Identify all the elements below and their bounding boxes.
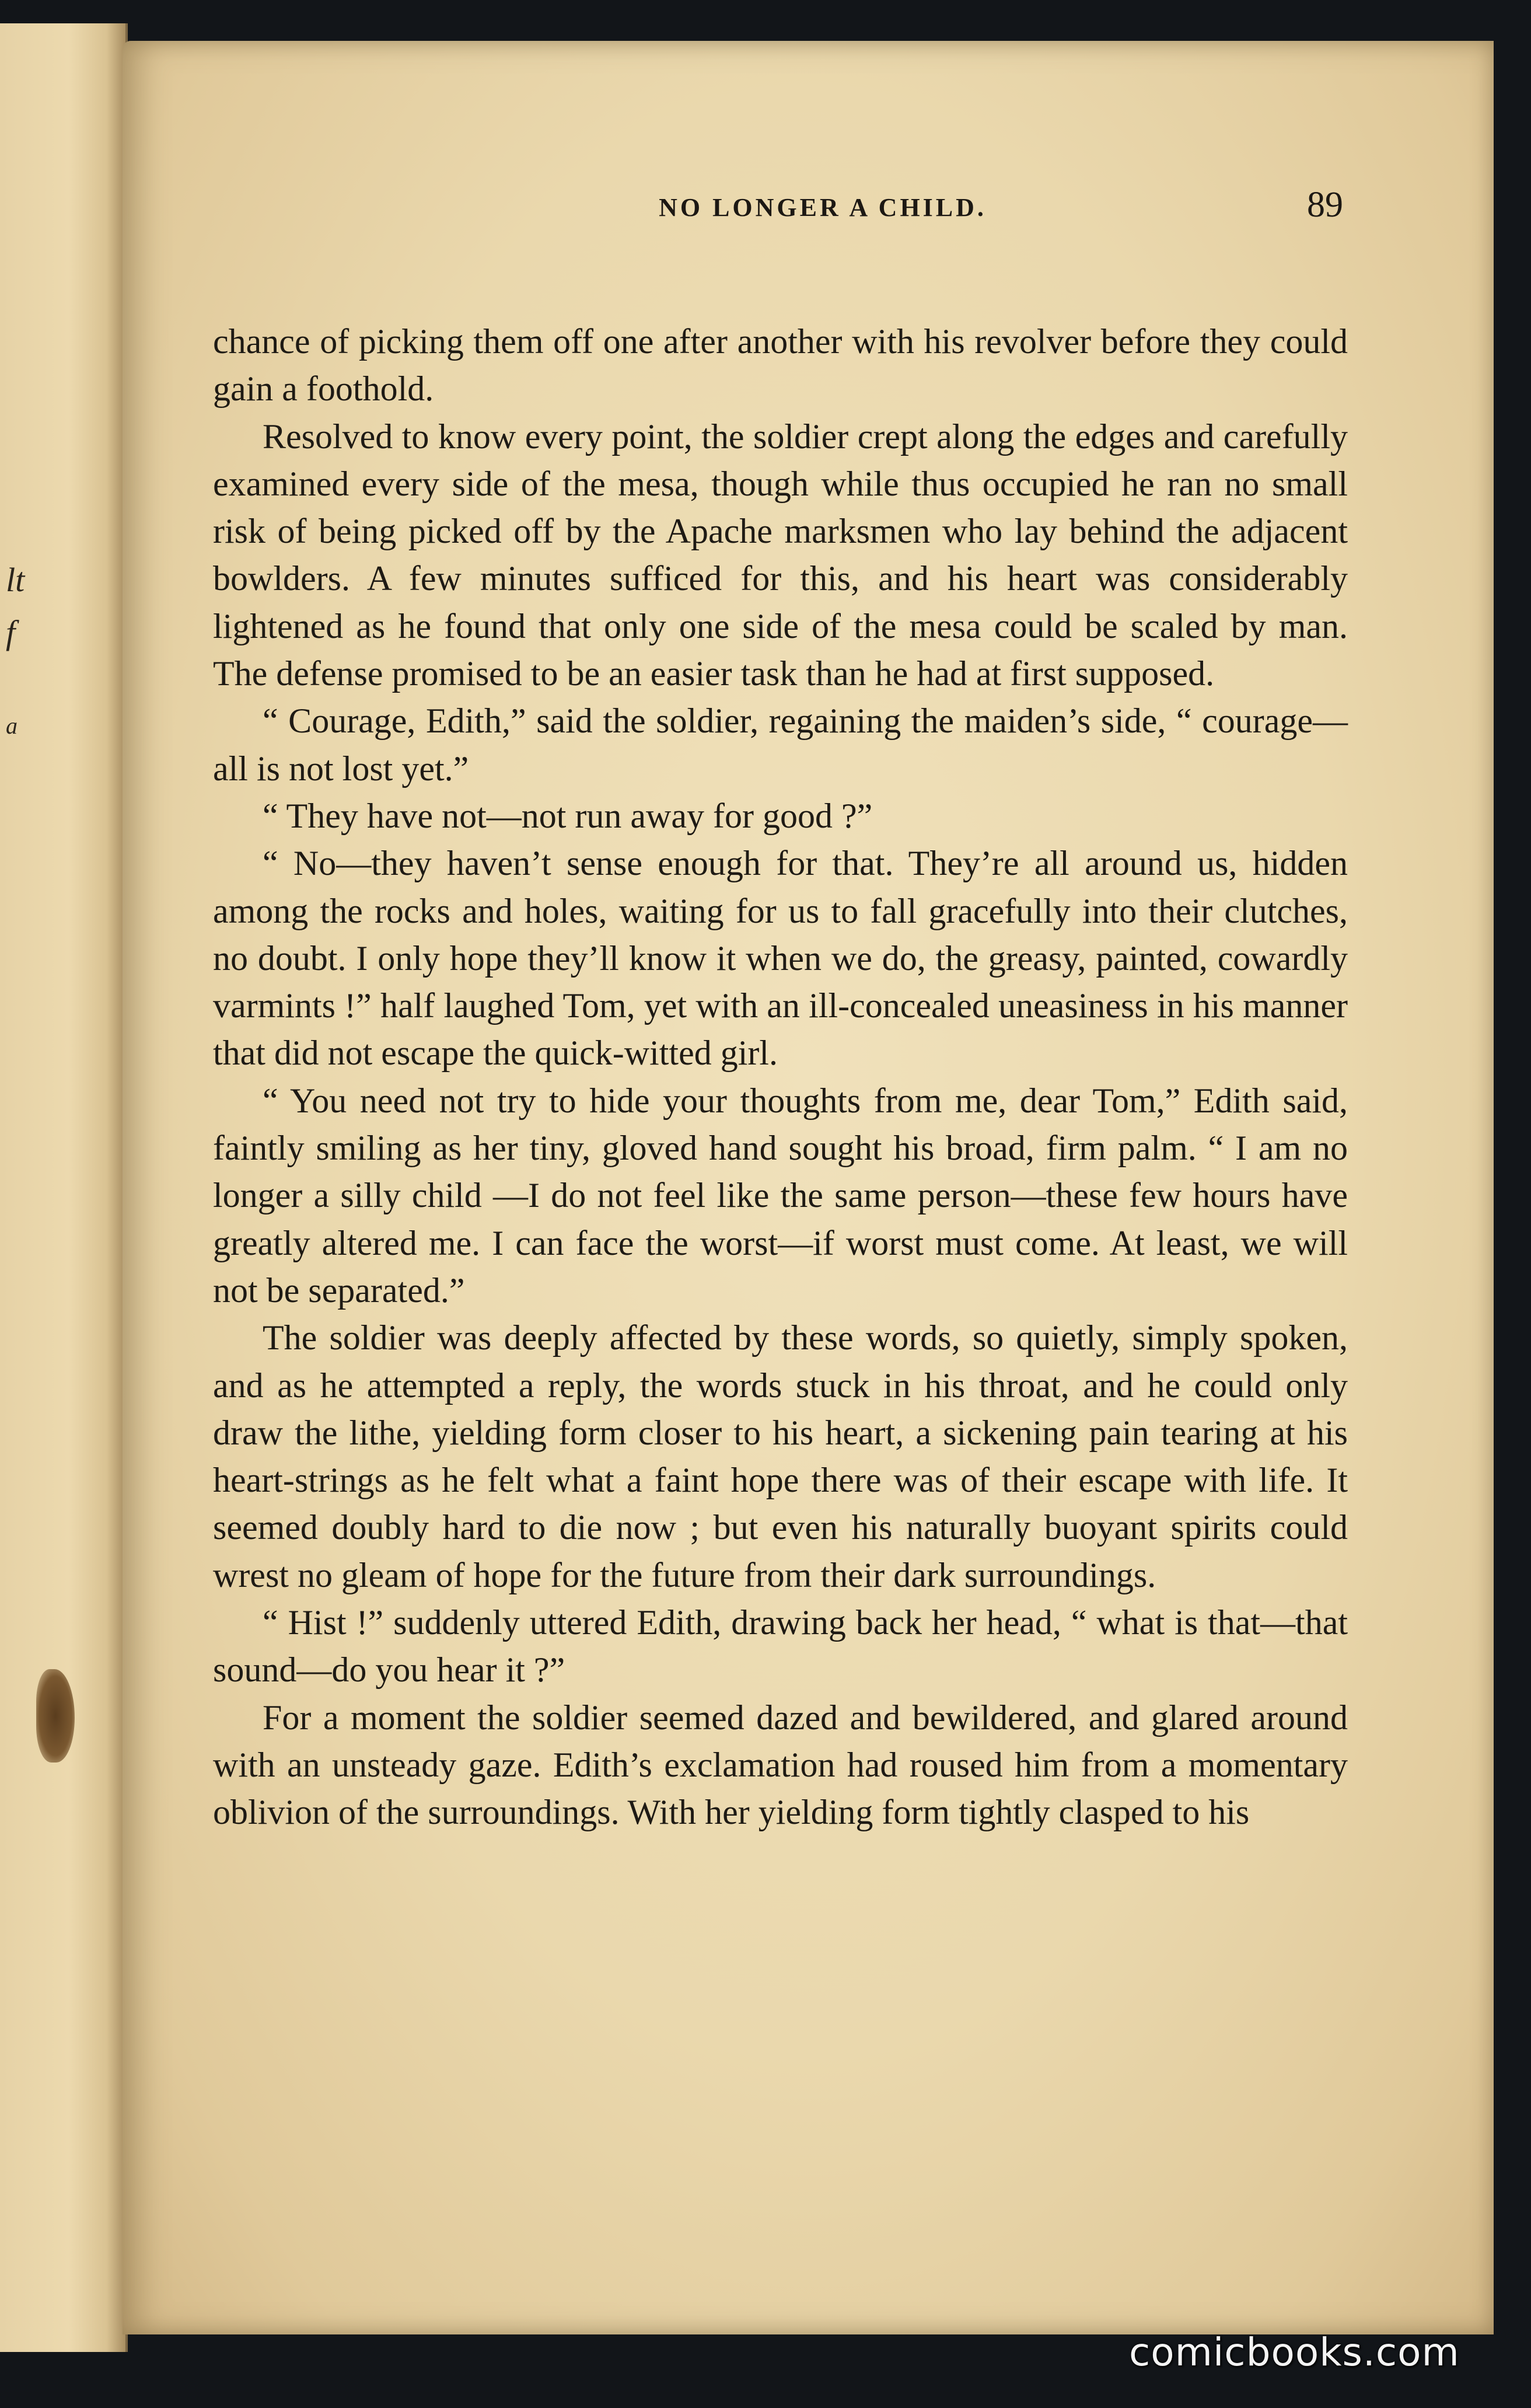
paragraph: Resolved to know every point, the soldier crept along the edges and carefully examined every side of the mesa, though while thus occupied he ran no small risk of being picked off by the Apache marksmen who lay behind the adjacent bowlders. A few minutes sufficed for this, and his heart was considerably lightened as he found that only one side of the mesa could be scaled by man. The defense promised to be an easier task than he had at first supposed. (213, 417, 1348, 693)
paragraph: chance of picking them off one after another with his revolver before they could gain a foothold. (213, 322, 1348, 409)
page-number: 89 (1307, 185, 1343, 225)
paragraph: “ Courage, Edith,” said the soldier, regaining the maiden’s side, “ courage—all is not lost yet.” (213, 702, 1348, 788)
running-head (123, 184, 1494, 231)
paragraph: “ Hist !” suddenly uttered Edith, drawing back her head, “ what is that—that sound—do you hear it ?” (213, 1603, 1348, 1690)
body-text (213, 318, 1348, 1837)
chapter-title: NO LONGER A CHILD. (659, 193, 987, 222)
previous-page-edge (0, 23, 128, 2352)
previous-page-fragment: lt (6, 561, 25, 599)
paragraph: “ You need not try to hide your thoughts from me, dear Tom,” Edith said, faintly smiling as her tiny, gloved hand sought his broad, firm palm. “ I am no longer a silly child —I do not feel like the same person—these few hours have greatly altered me. I can face the worst—if worst must come. At least, we will not be separated.” (213, 1081, 1348, 1310)
book-page (123, 41, 1494, 2334)
paragraph: “ No—they haven’t sense enough for that. They’re all around us, hidden among the rocks and holes, waiting for us to fall gracefully into their clutches, no doubt. I only hope they’ll know it when we do, the greasy, painted, cowardly varmints !” half laughed Tom, yet with an ill-concealed uneasiness in his manner that did not escape the quick-witted girl. (213, 844, 1348, 1073)
previous-page-fragment: f (6, 613, 16, 651)
paragraph: “ They have not—not run away for good ?” (263, 796, 873, 835)
paragraph: The soldier was deeply affected by these words, so quietly, simply spoken, and as he attempted a reply, the words stuck in his throat, and he could only draw the lithe, yielding form closer to his heart, a sickening pain tearing at his heart-strings as he felt what a faint hope there was of their escape with life. It seemed doubly hard to die now ; but even his naturally buoyant spirits could wrest no gleam of hope for the future from their dark surroundings. (213, 1318, 1348, 1594)
page-stain (36, 1669, 75, 1763)
paragraph: For a moment the soldier seemed dazed and bewildered, and glared around with an unsteady gaze. Edith’s exclamation had roused him from a momentary oblivion of the surroundings. With her yielding form tightly clasped to his (213, 1698, 1348, 1832)
previous-page-fragment: a (6, 713, 18, 739)
watermark: comicbooks.com (1129, 2330, 1460, 2375)
